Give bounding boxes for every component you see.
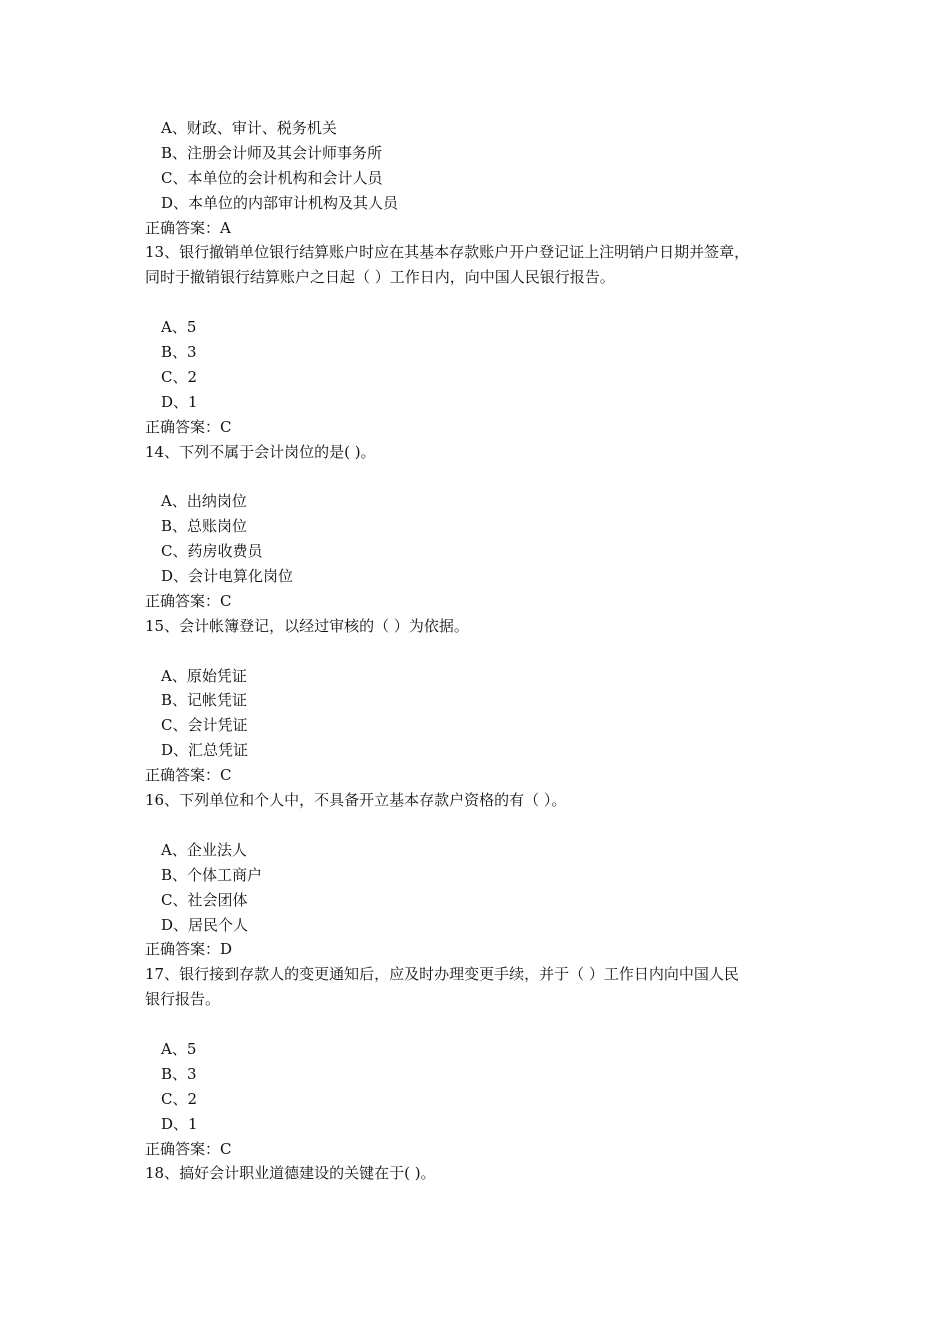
option-a: A、5 bbox=[161, 1039, 197, 1058]
option-a: A、企业法人 bbox=[161, 840, 247, 859]
option-b: B、个体工商户 bbox=[161, 865, 263, 884]
option-a: A、5 bbox=[161, 318, 197, 337]
option-c: C、本单位的会计机构和会计人员 bbox=[161, 168, 383, 187]
option-b: B、3 bbox=[161, 343, 197, 362]
spacer bbox=[145, 290, 815, 315]
question-13 bbox=[145, 240, 815, 439]
question-text-line: 15、会计帐簿登记，以经过审核的（ ）为依据。 bbox=[145, 616, 469, 635]
question-16 bbox=[145, 788, 815, 962]
correct-answer: 正确答案：C bbox=[145, 1139, 232, 1158]
question-18 bbox=[145, 1161, 815, 1186]
option-d: D、会计电算化岗位 bbox=[161, 567, 294, 586]
option-d: D、1 bbox=[161, 392, 198, 411]
question-text-line: 16、下列单位和个人中，不具备开立基本存款户资格的有（ ）。 bbox=[145, 791, 567, 810]
question-text-line: 13、银行撤销单位银行结算账户时应在其基本存款账户开户登记证上注明销户日期并签章， bbox=[145, 243, 750, 262]
correct-answer: 正确答案：A bbox=[145, 218, 231, 237]
option-c: C、2 bbox=[161, 367, 198, 386]
option-c: C、会计凭证 bbox=[161, 716, 248, 735]
spacer bbox=[145, 813, 815, 838]
question-15 bbox=[145, 614, 815, 788]
option-a: A、原始凭证 bbox=[161, 666, 247, 685]
question-text-line: 17、银行接到存款人的变更通知后，应及时办理变更手续，并于（ ）工作日内向中国人民 bbox=[145, 965, 739, 984]
spacer bbox=[145, 1012, 815, 1037]
correct-answer: 正确答案：C bbox=[145, 591, 232, 610]
option-b: B、总账岗位 bbox=[161, 517, 248, 536]
question-list bbox=[145, 116, 815, 1186]
option-c: C、2 bbox=[161, 1089, 198, 1108]
question-17 bbox=[145, 962, 815, 1161]
question-14 bbox=[145, 440, 815, 614]
option-d: D、汇总凭证 bbox=[161, 741, 249, 760]
question-text-line: 同时于撤销银行结算账户之日起（ ）工作日内，向中国人民银行报告。 bbox=[145, 268, 615, 287]
correct-answer: 正确答案：C bbox=[145, 417, 232, 436]
option-a: A、出纳岗位 bbox=[161, 492, 247, 511]
option-d: D、1 bbox=[161, 1114, 198, 1133]
question-text-line: 18、搞好会计职业道德建设的关键在于( )。 bbox=[145, 1164, 436, 1183]
correct-answer: 正确答案：D bbox=[145, 940, 233, 959]
question-text-line: 银行报告。 bbox=[145, 990, 221, 1009]
correct-answer: 正确答案：C bbox=[145, 766, 232, 785]
option-c: C、药房收费员 bbox=[161, 542, 263, 561]
option-a: A、财政、审计、税务机关 bbox=[161, 119, 337, 137]
spacer bbox=[145, 464, 815, 489]
option-b: B、3 bbox=[161, 1064, 197, 1083]
option-d: D、居民个人 bbox=[161, 915, 249, 934]
option-b: B、注册会计师及其会计师事务所 bbox=[161, 143, 383, 162]
question-text-line: 14、下列不属于会计岗位的是( )。 bbox=[145, 442, 376, 461]
option-d: D、本单位的内部审计机构及其人员 bbox=[161, 193, 399, 212]
option-b: B、记帐凭证 bbox=[161, 691, 248, 710]
option-c: C、社会团体 bbox=[161, 890, 248, 909]
question-12-tail bbox=[145, 116, 815, 240]
spacer bbox=[145, 639, 815, 664]
